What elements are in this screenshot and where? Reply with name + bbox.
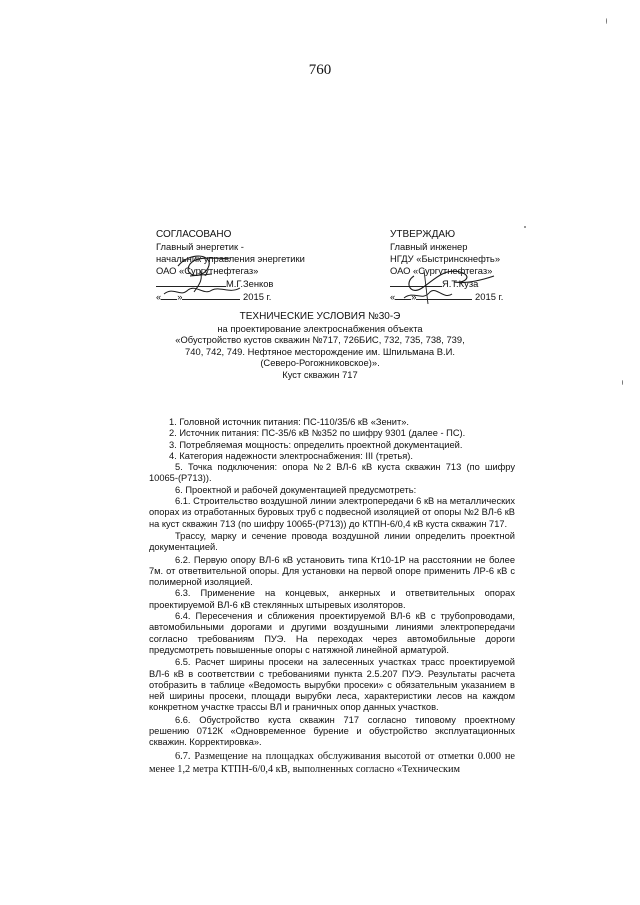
paragraph: 6.2. Первую опору ВЛ-6 кВ установить типа Кт10-1Р на расстоянии не более 7м. от ответвительной опоры. Для установки на первой опоре применить ЛР-6 кВ с полимерной изоляцией. <box>149 554 515 588</box>
approval-heading: СОГЛАСОВАНО <box>156 229 232 240</box>
paragraph: 6.1. Строительство воздушной линии электропередачи 6 кВ на металлических опорах из отработанных буровых труб с подвесной изоляцией от опоры №2 ВЛ-6 кВ на куст скважин 713 (по шифру 10065-(Р713)) до КТПН-6/0,4 кВ куста скважин 717. <box>149 496 515 529</box>
approver-name: Я.Т.Куза <box>442 278 479 289</box>
approval-block-approved <box>390 229 590 303</box>
title-line: «Обустройство кустов скважин №717, 726БИС, 732, 735, 738, 739, <box>175 334 465 345</box>
scan-speck <box>606 18 607 24</box>
approver-signature-line <box>156 277 356 290</box>
approver-company: ОАО «Сургутнефтегаз» <box>390 265 493 276</box>
approval-date: « » 2015 г. <box>390 291 504 302</box>
paragraph: 6.5. Расчет ширины просеки на залесенных участках трасс проектируемой ВЛ-6 кВ в соответствии с требованиями пункта 2.5.207 ПУЭ. Результаты расчета отобразить в таблице «Ведомость вырубки просеки» с обязательным указанием в ней ширины просеки, площади вырубки леса, характеристики лесов на каждом конкретном участке трассы ВЛ и граничных опор данных участков. <box>149 657 515 713</box>
approver-department: НГДУ «Быстринскнефть» <box>390 253 501 264</box>
scan-speck <box>622 380 623 385</box>
page-number: 760 <box>308 62 332 78</box>
approver-position: Главный энергетик - <box>156 241 244 252</box>
list-item: 4. Категория надежности электроснабжения: III (третья). <box>169 450 413 461</box>
paragraph: 6.7. Размещение на площадках обслуживания высотой от отметки 0.000 не менее 1,2 метра КТПН-6/0,4 кВ, выполненных согласно «Техническим <box>149 750 515 775</box>
document-title <box>150 311 490 380</box>
list-item: 1. Головной источник питания: ПС-110/35/6 кВ «Зенит». <box>169 417 410 427</box>
approver-company: ОАО «Сургутнефтегаз» <box>156 265 259 276</box>
paragraph: 6.3. Применение на концевых, анкерных и ответвительных опорах проектируемой ВЛ-6 кВ стеклянных штыревых изоляторов. <box>149 588 515 610</box>
list-item: 3. Потребляемая мощность: определить проектной документацией. <box>169 439 463 450</box>
paragraph: 6.4. Пересечения и сближения проектируемой ВЛ-6 кВ с трубопроводами, автомобильными дорогами и другими воздушными линиями электропередачи согласно требованиям ПУЭ. На переходах через автомобильные дороги предусмотреть повышенные опоры с натяжной линейной арматурой. <box>149 611 515 655</box>
document-body <box>149 417 515 776</box>
list-item: 2. Источник питания: ПС-35/6 кВ №352 по шифру 9301 (далее - ПС). <box>169 428 466 439</box>
list-item: 6. Проектной и рабочей документацией предусмотреть: <box>175 484 417 495</box>
approval-block-agreed <box>156 229 356 303</box>
paragraph: Трассу, марку и сечение провода воздушной линии определить проектной документацией. <box>149 530 515 553</box>
title-line: на проектирование электроснабжения объекта <box>217 322 423 334</box>
approver-name: М.Г.Зенков <box>226 278 274 289</box>
title-heading: ТЕХНИЧЕСКИЕ УСЛОВИЯ №30-Э <box>239 311 401 322</box>
paragraph: 6.6. Обустройство куста скважин 717 согласно типовому проектному решению 0712К «Одновременное бурение и обустройство эксплуатационных скважин. Корректировка». <box>149 714 515 748</box>
approver-department: начальник управления энергетики <box>156 253 305 264</box>
title-line: (Северо-Рогожниковское)». <box>260 357 380 368</box>
scan-speck <box>524 226 526 228</box>
title-line: 740, 742, 749. Нефтяное месторождение им. Шпильмана В.И. <box>185 345 455 357</box>
list-item: 5. Точка подключения: опора №2 ВЛ-6 кВ куста скважин 713 (по шифру 10065-(Р713)). <box>149 462 515 484</box>
approval-date: « » 2015 г. <box>156 291 272 302</box>
approval-heading: УТВЕРЖДАЮ <box>390 229 456 240</box>
approver-position: Главный инженер <box>390 241 468 252</box>
title-line: Куст скважин 717 <box>282 368 358 380</box>
approver-signature-line <box>390 277 590 290</box>
